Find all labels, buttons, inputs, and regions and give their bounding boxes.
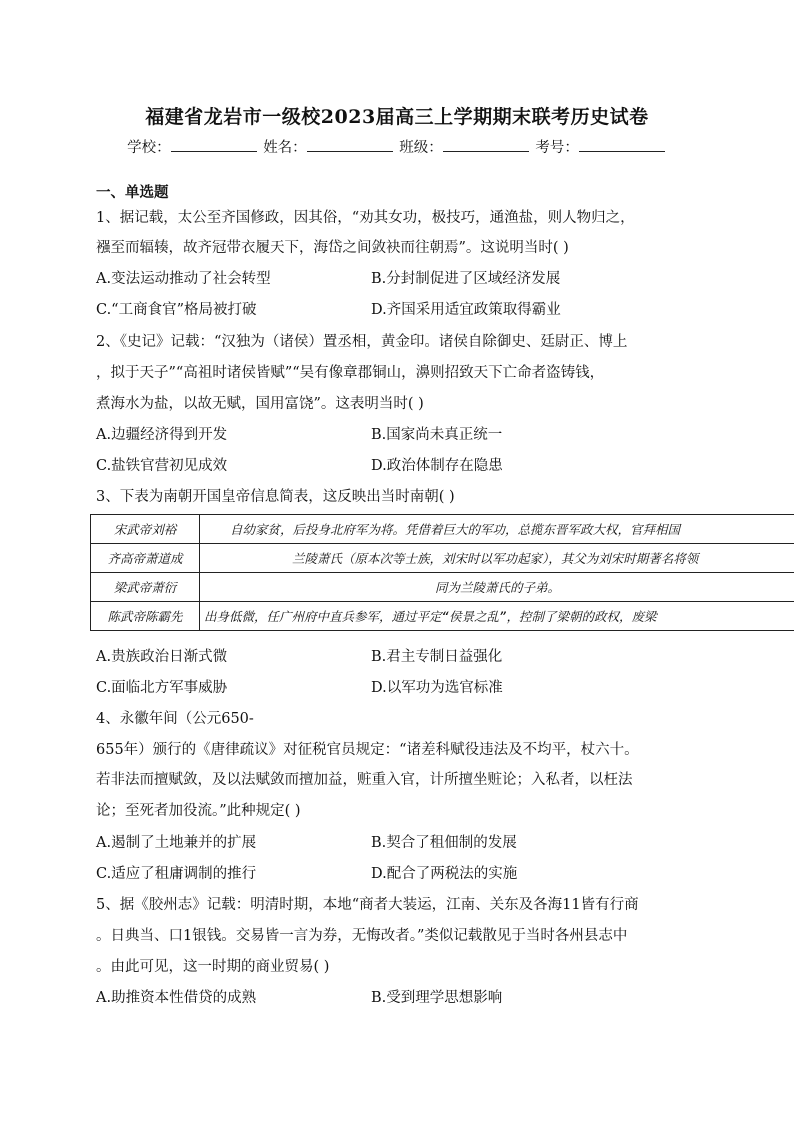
q5-option-b: B.受到理学思想影响 <box>371 990 503 1006</box>
emperor-table <box>90 514 794 631</box>
q5-stem-line3: 。由此可见，这一时期的商业贸易( ) <box>96 959 330 975</box>
q5-stem-line2: 。日典当、口1银钱。交易皆一言为券，无悔改者。”类似记载散见于当时各州县志中 <box>96 928 628 944</box>
q5-stem-line1: 5、据《胶州志》记载：明清时期，本地“商者大装运，江南、关东及各海11皆有行商 <box>96 897 639 913</box>
q4-stem-line3: 若非法而擅赋敛，及以法赋敛而擅加益，赃重入官，计所擅坐赃论；入私者，以枉法 <box>96 772 633 788</box>
number-label: 考号： <box>535 140 579 156</box>
school-blank[interactable] <box>171 137 257 152</box>
q4-option-c: C.适应了租庸调制的推行 <box>96 866 257 882</box>
q2-option-a: A.边疆经济得到开发 <box>96 427 228 443</box>
name-label: 姓名： <box>263 140 307 156</box>
q3-stem-line1: 3、下表为南朝开国皇帝信息简表，这反映出当时南朝( ) <box>96 489 455 505</box>
q4-option-b: B.契合了租佃制的发展 <box>371 835 517 851</box>
table-cell-name: 宋武帝刘裕 <box>91 515 200 544</box>
q1-stem-line1: 1、据记载，太公至齐国修政，因其俗，“劝其女功，极技巧，通渔盐，则人物归之， <box>96 210 635 226</box>
student-info-row <box>0 136 794 157</box>
q2-stem-line2: ，拟于天子”“高祖时诸侯皆赋”“吴有像章郡铜山，濞则招致天下亡命者盗铸钱， <box>96 365 605 381</box>
school-label: 学校： <box>127 140 171 156</box>
q1-option-b: B.分封制促进了区域经济发展 <box>371 271 561 287</box>
q2-stem-line3: 煮海水为盐，以故无赋，国用富饶”。这表明当时( ) <box>96 396 424 412</box>
q2-stem-line1: 2、《史记》记载：“汉独为（诸侯）置丞相，黄金印。诸侯自除御史、廷尉正、博上 <box>96 334 628 350</box>
q1-option-c: C.“工商食官”格局被打破 <box>96 302 257 318</box>
table-cell-name: 齐高帝萧道成 <box>91 544 200 573</box>
q2-option-b: B.国家尚未真正统一 <box>371 427 503 443</box>
q3-option-b: B.君主专制日益强化 <box>371 649 503 665</box>
q1-option-d: D.齐国采用适宜政策取得霸业 <box>371 302 561 318</box>
class-label: 班级： <box>399 140 443 156</box>
table-cell-desc: 出身低微，任广州府中直兵参军，通过平定“侯景之乱”，控制了梁朝的政权，废梁 <box>200 602 794 631</box>
table-cell-name: 陈武帝陈霸先 <box>91 602 200 631</box>
table-row <box>91 544 794 573</box>
q3-option-c: C.面临北方军事威胁 <box>96 680 228 696</box>
q4-option-a: A.遏制了土地兼并的扩展 <box>96 835 257 851</box>
q5-option-a: A.助推资本性借贷的成熟 <box>96 990 257 1006</box>
section-title: 一、单选题 <box>96 184 169 201</box>
table-cell-desc: 兰陵萧氏（原本次等士族，刘宋时以军功起家），其父为刘宋时期著名将领 <box>200 544 794 573</box>
number-blank[interactable] <box>579 137 665 152</box>
q1-option-a: A.变法运动推动了社会转型 <box>96 271 271 287</box>
q3-option-a: A.贵族政治日渐式微 <box>96 649 228 665</box>
exam-title: 福建省龙岩市一级校2023届高三上学期期末联考历史试卷 <box>145 106 649 128</box>
table-row <box>91 573 794 602</box>
class-blank[interactable] <box>443 137 529 152</box>
q4-option-d: D.配合了两税法的实施 <box>371 866 518 882</box>
q1-stem-line2: 襁至而辐辏，故齐冠带衣履天下，海岱之间敛袂而往朝焉”。这说明当时( ) <box>96 240 569 256</box>
table-cell-desc: 同为兰陵萧氏的子弟。 <box>200 573 794 602</box>
q4-stem-line4: 论；至死者加役流。”此种规定( ) <box>96 803 301 819</box>
q4-stem-line2: 655年）颁行的《唐律疏议》对征税官员规定：“诸差科赋役违法及不均平，杖六十。 <box>96 742 639 758</box>
q2-option-c: C.盐铁官营初见成效 <box>96 458 228 474</box>
table-row <box>91 602 794 631</box>
name-blank[interactable] <box>307 137 393 152</box>
table-cell-desc: 自幼家贫，后投身北府军为将。凭借着巨大的军功，总揽东晋军政大权，官拜相国 <box>200 515 794 544</box>
table-row <box>91 515 794 544</box>
q4-stem-line1: 4、永徽年间（公元650- <box>96 711 254 727</box>
table-cell-name: 梁武帝萧衍 <box>91 573 200 602</box>
q2-option-d: D.政治体制存在隐患 <box>371 458 503 474</box>
q3-option-d: D.以军功为选官标准 <box>371 680 503 696</box>
